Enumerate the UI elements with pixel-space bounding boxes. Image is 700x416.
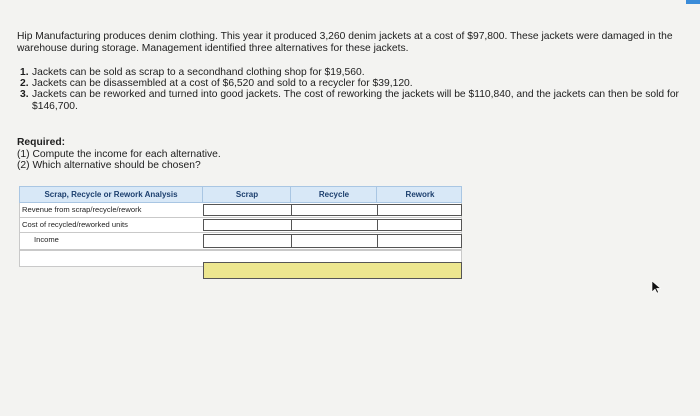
cost-scrap-input[interactable]	[203, 219, 292, 231]
alternative-number: 3.	[20, 89, 29, 101]
required-heading: Required:	[17, 137, 66, 148]
table-title: Scrap, Recycle or Rework Analysis	[44, 190, 178, 199]
column-header-recycle: Recycle	[318, 190, 350, 199]
row-label: Cost of recycled/reworked units	[22, 220, 128, 229]
column-header-rework: Rework	[405, 190, 435, 199]
alternative-text: Jackets can be sold as scrap to a secondhand clothing shop for $19,560.	[32, 67, 365, 78]
alternative-number: 1.	[20, 67, 29, 78]
required-item: (2) Which alternative should be chosen?	[17, 160, 201, 171]
column-header-scrap: Scrap	[235, 190, 259, 199]
income-scrap-input[interactable]	[203, 234, 292, 248]
alternative-item	[20, 89, 680, 111]
mouse-pointer-icon	[651, 280, 661, 294]
table-row	[19, 233, 462, 250]
table-row	[19, 203, 462, 218]
revenue-scrap-input[interactable]	[203, 204, 292, 216]
row-label: Revenue from scrap/recycle/rework	[22, 205, 142, 214]
revenue-recycle-input[interactable]	[291, 204, 378, 216]
alternative-item	[20, 78, 680, 89]
alternative-text: Jackets can be reworked and turned into good jackets. The cost of reworking the jackets will be $110,840, and the jackets can then be sold for $146,700.	[32, 89, 679, 112]
table-header	[19, 186, 462, 203]
alternative-item	[20, 67, 680, 78]
alternative-choice-select[interactable]	[203, 262, 462, 279]
income-rework-input[interactable]	[377, 234, 462, 248]
required-section	[17, 137, 417, 172]
alternatives-list	[20, 67, 680, 112]
revenue-rework-input[interactable]	[377, 204, 462, 216]
row-label: Income	[34, 235, 59, 244]
answer-row	[19, 250, 462, 267]
cost-rework-input[interactable]	[377, 219, 462, 231]
alternative-number: 2.	[20, 78, 29, 90]
income-recycle-input[interactable]	[291, 234, 378, 248]
cost-recycle-input[interactable]	[291, 219, 378, 231]
problem-intro: Hip Manufacturing produces denim clothing. This year it produced 3,260 denim jackets at a cost of $97,800. These jackets were damaged in the warehouse during storage. Management identified three alternatives for these jackets.	[17, 31, 673, 54]
alternative-text: Jackets can be disassembled at a cost of $6,520 and sold to a recycler for $39,120.	[32, 78, 413, 90]
corner-accent	[686, 0, 700, 4]
table-row	[19, 218, 462, 233]
required-item: (1) Compute the income for each alternative.	[17, 148, 221, 160]
